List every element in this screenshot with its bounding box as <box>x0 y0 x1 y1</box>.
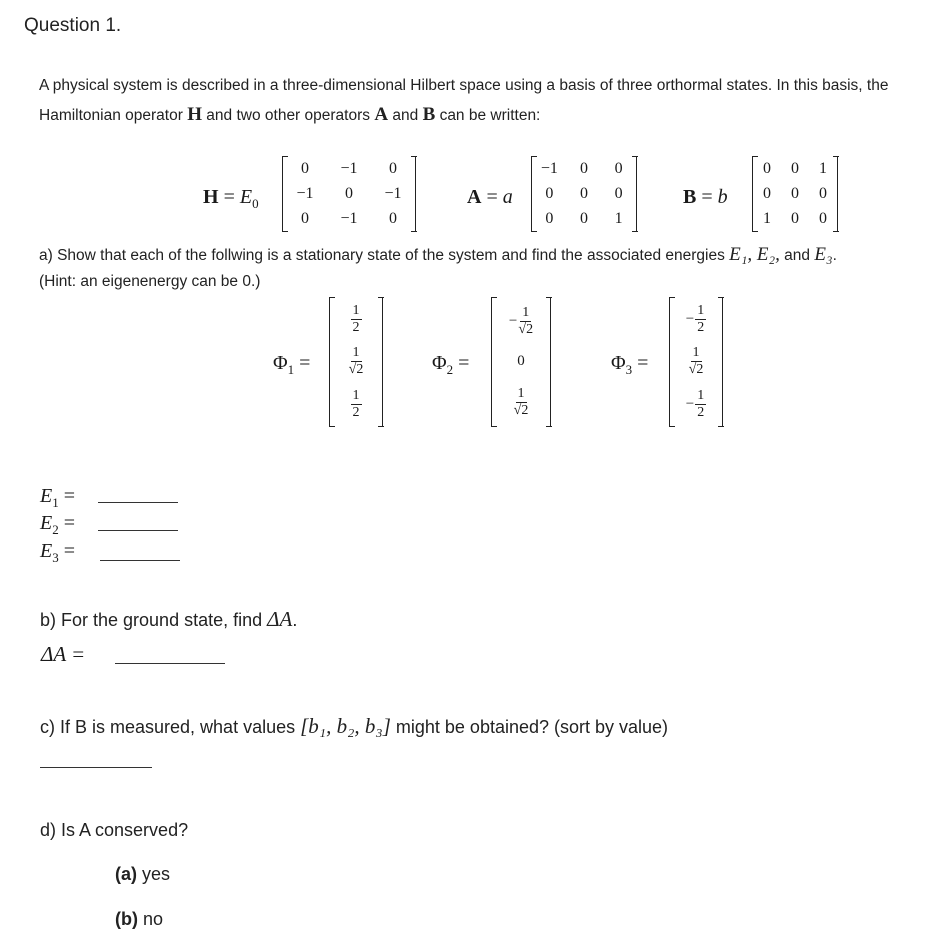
part-c-value-set: [b₁, b₂, b₃] <box>300 714 391 738</box>
intro-line-2: Hamiltonian operator H and two other operators A and B can be written: <box>39 104 541 125</box>
bracket-corner <box>632 231 638 232</box>
phi2-vector <box>491 298 551 426</box>
b-matrix <box>752 157 838 231</box>
bracket-corner <box>752 156 758 157</box>
matrix-b-cell: 0 <box>763 184 771 202</box>
bracket-corner <box>491 297 497 298</box>
matrix-a-cell: 0 <box>579 160 588 178</box>
bracket-corner <box>531 231 537 232</box>
phi1-entry: $\frac{1}{2}$ <box>352 388 360 421</box>
bracket-corner <box>329 426 335 427</box>
bracket-corner <box>833 156 839 157</box>
matrix-b-cell: 0 <box>819 184 827 202</box>
matrix-a-cell: 0 <box>579 184 588 202</box>
a-matrix-label: A = a <box>467 186 513 208</box>
part-b-answer-blank[interactable] <box>115 663 225 664</box>
part-b-answer-label: ΔA = <box>41 642 86 666</box>
bracket-corner <box>411 156 417 157</box>
part-c-answer-blank[interactable] <box>40 767 152 768</box>
matrix-b-cell: 1 <box>819 160 827 178</box>
part-a-hint: (Hint: an eigenenergy can be 0.) <box>39 273 261 290</box>
matrix-b-cell: 0 <box>819 209 827 227</box>
phi2-entry: − $\frac{1}{√2}$ <box>508 305 534 338</box>
bracket-corner <box>378 426 384 427</box>
bracket-corner <box>531 156 537 157</box>
matrix-a-cell: 0 <box>579 209 588 227</box>
phi1-entry: $\frac{1}{2}$ <box>352 302 360 335</box>
matrix-a-cell: 1 <box>614 209 623 227</box>
phi3-label: $\Phi_3$ = <box>611 352 649 377</box>
answer-e3-blank[interactable] <box>100 560 180 561</box>
bracket-corner <box>329 297 335 298</box>
part-b-text: b) For the ground state, find ΔA. <box>40 607 298 631</box>
answer-e1: $E_1$ = <box>40 485 75 510</box>
matrix-a-cell: 0 <box>545 184 554 202</box>
bracket-corner <box>546 426 552 427</box>
op-h-symbol: H <box>187 104 202 125</box>
bracket-corner <box>833 231 839 232</box>
bracket-corner <box>491 426 497 427</box>
phi1-label: $\Phi_1$ = <box>273 352 311 377</box>
answer-e3: $E_3$ = <box>40 540 75 565</box>
bracket-corner <box>411 231 417 232</box>
matrix-b-cell: 0 <box>791 160 799 178</box>
bracket-corner <box>669 297 675 298</box>
bracket-corner <box>718 297 724 298</box>
matrix-a-cell: 0 <box>614 184 623 202</box>
matrix-h-cell: −1 <box>340 209 358 227</box>
bracket-corner <box>718 426 724 427</box>
h-matrix-label: $H = E_0$ <box>203 186 259 211</box>
matrix-h-cell: 0 <box>301 209 309 227</box>
matrix-b-cell: 0 <box>763 160 771 178</box>
question-title: Question 1. <box>24 15 122 36</box>
answer-e2-blank[interactable] <box>98 530 178 531</box>
option-b-no[interactable]: (b) no <box>115 909 164 929</box>
phi1-vector <box>329 298 383 426</box>
bracket-corner <box>546 297 552 298</box>
bracket-corner <box>282 156 288 157</box>
op-b-symbol: B <box>422 104 436 125</box>
intro-line-1: A physical system is described in a three-dimensional Hilbert space using a basis of three orthormal states. In this basis, the <box>39 77 889 94</box>
bracket-corner <box>282 231 288 232</box>
matrix-b-cell: 0 <box>791 184 799 202</box>
answer-e1-blank[interactable] <box>98 502 178 503</box>
a-matrix <box>531 157 637 231</box>
h-matrix <box>282 157 416 231</box>
matrix-h-cell: −1 <box>296 184 314 202</box>
matrix-a-cell: 0 <box>545 209 554 227</box>
phi2-label: $\Phi_2$ = <box>432 352 470 377</box>
matrix-h-cell: 0 <box>345 184 353 202</box>
answer-e2: $E_2$ = <box>40 512 75 537</box>
phi3-entry: $\frac{1}{√2}$ <box>688 345 704 378</box>
bracket-corner <box>669 426 675 427</box>
matrix-h-cell: 0 <box>301 160 309 178</box>
phi2-entry: $\frac{1}{√2}$ <box>513 385 529 418</box>
matrix-a-cell: 0 <box>614 160 623 178</box>
bracket-corner <box>632 156 638 157</box>
matrix-h-cell: 0 <box>389 209 397 227</box>
phi2-entry: 0 <box>517 353 525 370</box>
bracket-corner <box>378 297 384 298</box>
phi1-entry: $\frac{1}{√2}$ <box>348 345 364 378</box>
part-c-text: c) If B is measured, what values [b₁, b₂, b₃] might be obtained? (sort by value) <box>40 714 669 738</box>
matrix-b-cell: 0 <box>791 209 799 227</box>
bracket-corner <box>752 231 758 232</box>
phi3-vector <box>669 298 723 426</box>
matrix-b-cell: 1 <box>763 209 771 227</box>
phi3-entry: − $\frac{1}{2}$ <box>685 302 705 335</box>
matrix-a-cell: −1 <box>540 160 558 178</box>
matrix-h-cell: 0 <box>389 160 397 178</box>
part-a-text: a) Show that each of the follwing is a stationary state of the system and find the associated energies E₁, E₂, and E₃. <box>39 244 837 265</box>
op-a-symbol: A <box>374 104 389 125</box>
option-a-yes[interactable]: (a) yes <box>115 864 171 884</box>
matrix-h-cell: −1 <box>384 184 402 202</box>
matrix-h-cell: −1 <box>340 160 358 178</box>
phi3-entry: − $\frac{1}{2}$ <box>685 388 705 421</box>
part-d-text: d) Is A conserved? <box>40 820 189 840</box>
b-matrix-label: B = b <box>683 186 728 208</box>
